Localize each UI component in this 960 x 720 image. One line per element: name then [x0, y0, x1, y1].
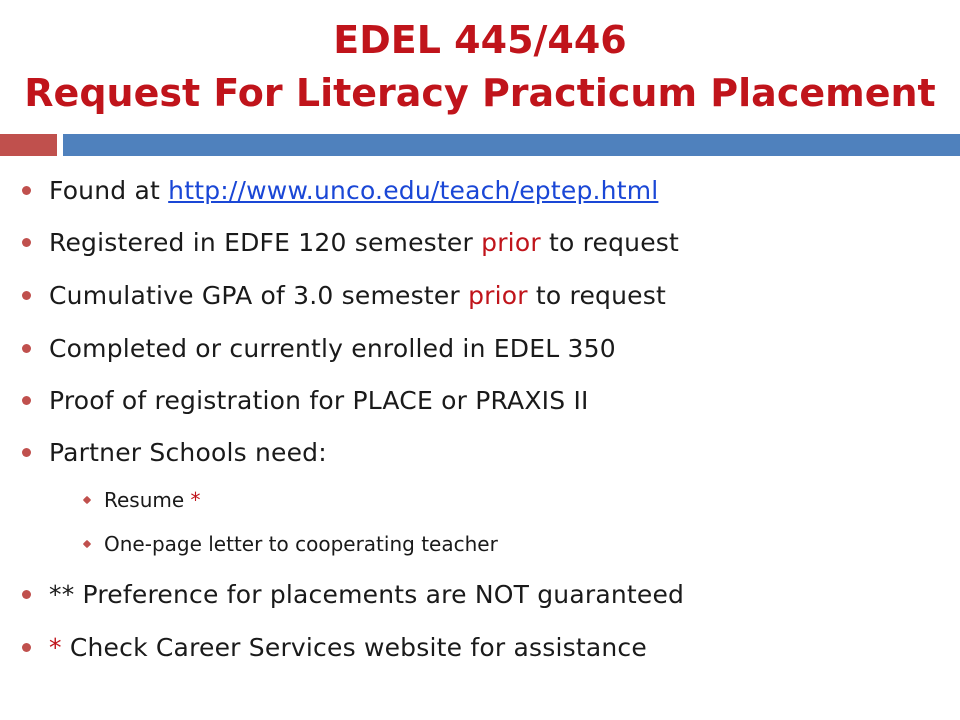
bullet-item-career-services	[22, 625, 647, 669]
accent-bar-blue	[63, 134, 960, 156]
bullet-item-found-at	[22, 168, 658, 212]
bullet-dot	[22, 643, 31, 652]
asterisk-mark: *	[49, 632, 62, 662]
bullet-text: to request	[540, 227, 680, 257]
bullet-text: Proof of registration for PLACE or PRAXIS II	[49, 385, 589, 415]
title-line-1: EDEL 445/446	[333, 18, 627, 62]
bullet-dot	[22, 344, 31, 353]
bullet-text: Found at	[49, 175, 169, 205]
slide-title	[0, 14, 960, 120]
bullet-text: ** Preference for placements are NOT guaranteed	[49, 579, 685, 609]
bullet-text: Check Career Services website for assistance	[61, 632, 647, 662]
bullet-dot	[22, 396, 31, 405]
bullet-text: Completed or currently enrolled in EDEL 350	[49, 333, 616, 363]
bullet-item-partner-schools	[22, 430, 327, 474]
sub-bullet-resume	[84, 483, 201, 517]
prior-highlight: prior	[468, 280, 528, 310]
bullet-item-edel-350	[22, 326, 616, 370]
bullet-dot	[22, 186, 31, 195]
sub-bullet-text: Resume	[104, 488, 191, 512]
asterisk-mark: *	[190, 488, 201, 512]
title-line-2: Request For Literacy Practicum Placement	[24, 71, 936, 115]
sub-bullet-letter	[84, 527, 498, 561]
bullet-item-registered	[22, 220, 679, 264]
bullet-item-preference	[22, 572, 684, 616]
prior-highlight: prior	[481, 227, 541, 257]
bullet-text: Registered in EDFE 120 semester	[49, 227, 482, 257]
eptep-link[interactable]: http://www.unco.edu/teach/eptep.html	[168, 175, 659, 205]
bullet-text: to request	[527, 280, 666, 310]
bullet-dot	[22, 590, 31, 599]
sub-bullet-diamond	[84, 541, 90, 547]
sub-bullet-diamond	[84, 497, 90, 503]
bullet-text: Partner Schools need:	[49, 437, 327, 467]
bullet-dot	[22, 291, 31, 300]
sub-bullet-text: One-page letter to cooperating teacher	[104, 532, 498, 556]
bullet-item-proof-registration	[22, 378, 589, 422]
bullet-item-gpa	[22, 273, 666, 317]
bullet-dot	[22, 448, 31, 457]
accent-bar-red	[0, 134, 57, 156]
bullet-text: Cumulative GPA of 3.0 semester	[49, 280, 469, 310]
bullet-dot	[22, 238, 31, 247]
